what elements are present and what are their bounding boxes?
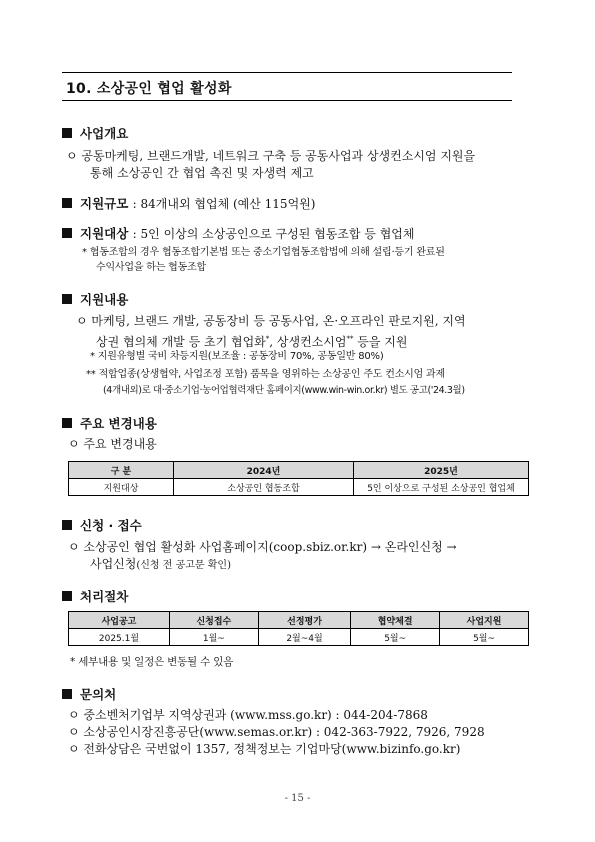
- overview-line-2: 통해 소상공인 간 협업 촉진 및 자생력 제고: [90, 166, 314, 180]
- section-heading: 처리절차: [80, 589, 129, 604]
- content-line-2b: , 상생컨소시엄: [269, 335, 347, 349]
- title-top-rule: [62, 72, 512, 73]
- content-note-3: (4개내외)로 대·중소기업·농어업협력재단 홈페이지(www.win-win.or.kr) 별도 공고('24.3월): [103, 385, 465, 396]
- table-row: [69, 629, 529, 646]
- section-heading: 지원대상: [80, 226, 129, 241]
- square-bullet-icon: [62, 228, 72, 238]
- table-cell: 지원대상: [69, 479, 174, 496]
- target-note-2: 수익사업을 하는 협동조합: [96, 262, 207, 273]
- table-header-cell: 선정평가: [258, 612, 350, 629]
- section-scale: [62, 194, 315, 212]
- section-overview: [62, 124, 128, 142]
- apply-line-2a: 사업신청: [90, 557, 137, 571]
- table-header-row: [69, 612, 529, 629]
- table-cell: 2월~4월: [258, 629, 350, 646]
- page-title: 10. 소상공인 협업 활성화: [66, 81, 232, 97]
- table-header-cell: 2025년: [354, 462, 529, 479]
- changes-sub: ㅇ 주요 변경내용: [68, 437, 157, 451]
- section-heading: 지원규모: [80, 196, 129, 211]
- apply-line-2b: (신청 전 공고문 확인): [136, 560, 231, 571]
- square-bullet-icon: [62, 294, 72, 304]
- square-bullet-icon: [62, 128, 72, 138]
- table-header-cell: 협약체결: [351, 612, 440, 629]
- section-content: [62, 290, 128, 308]
- apply-line-2: [90, 556, 231, 574]
- section-heading: 신청 · 접수: [80, 518, 142, 533]
- section-heading: 지원내용: [80, 292, 129, 307]
- target-note-1: * 협동조합의 경우 협동조합기본법 또는 중소기업협동조합법에 의해 설립·등기 완료된: [82, 247, 445, 258]
- target-text: : 5인 이상의 소상공인으로 구성된 협동조합 등 협업체: [132, 227, 415, 241]
- square-bullet-icon: [62, 418, 72, 428]
- process-note: * 세부내용 및 일정은 변동될 수 있음: [70, 656, 234, 668]
- table-cell: 1월~: [169, 629, 258, 646]
- scale-text: : 84개내외 협업체 (예산 115억원): [132, 197, 316, 211]
- section-heading: 문의처: [80, 687, 117, 702]
- table-cell: 5인 이상으로 구성된 소상공인 협업체: [354, 479, 529, 496]
- process-table: [68, 611, 529, 646]
- contact-line-2: ㅇ 소상공인시장진흥공단(www.semas.or.kr) : 042-363-7922, 7926, 7928: [68, 725, 485, 739]
- content-note-1: * 지원유형별 국비 차등지원(보조율 : 공동장비 70%, 공동일반 80%): [90, 351, 384, 362]
- title-bottom-rule: [62, 100, 512, 101]
- page-number: - 15 -: [284, 793, 311, 804]
- changes-table: [68, 461, 529, 496]
- section-contact: [62, 685, 116, 703]
- square-bullet-icon: [62, 520, 72, 530]
- contact-line-3: ㅇ 전화상담은 국번없이 1357, 정책정보는 기업마당(www.bizinfo.go.kr): [68, 742, 461, 756]
- section-target: [62, 224, 415, 242]
- footnote-mark: *: [265, 335, 270, 343]
- table-header-cell: 신청접수: [169, 612, 258, 629]
- table-header-cell: 사업지원: [440, 612, 529, 629]
- footnote-mark: **: [346, 335, 354, 343]
- section-changes: [62, 414, 157, 432]
- section-heading: 주요 변경내용: [80, 416, 157, 431]
- table-row: [69, 479, 529, 496]
- table-cell: 5월~: [440, 629, 529, 646]
- overview-line-1: ㅇ 공동마케팅, 브랜드개발, 네트워크 구축 등 공동사업과 상생컨소시엄 지원을: [66, 149, 476, 163]
- content-line-2: [96, 331, 407, 350]
- table-cell: 5월~: [351, 629, 440, 646]
- square-bullet-icon: [62, 591, 72, 601]
- table-header-row: [69, 462, 529, 479]
- contact-line-1: ㅇ 중소벤처기업부 지역상권과 (www.mss.go.kr) : 044-204-7868: [68, 708, 428, 722]
- table-header-cell: 구 분: [69, 462, 174, 479]
- table-header-cell: 2024년: [174, 462, 354, 479]
- section-apply: [62, 516, 142, 534]
- square-bullet-icon: [62, 689, 72, 699]
- table-cell: 소상공인 협동조합: [174, 479, 354, 496]
- square-bullet-icon: [62, 198, 72, 208]
- table-header-cell: 사업공고: [69, 612, 170, 629]
- content-line-2c: 등을 지원: [353, 335, 408, 349]
- content-line-1: ㅇ 마케팅, 브랜드 개발, 공동장비 등 공동사업, 온·오프라인 판로지원, 지역: [76, 314, 466, 328]
- section-heading: 사업개요: [80, 126, 129, 141]
- content-line-2a: 상권 협의체 개발 등 초기 협업화: [96, 335, 266, 349]
- section-process: [62, 587, 128, 605]
- table-cell: 2025.1월: [69, 629, 170, 646]
- content-note-2: ** 적합업종(상생협약, 사업조정 포함) 품목을 영위하는 소상공인 주도 컨소시엄 과제: [86, 369, 445, 380]
- apply-line-1: ㅇ 소상공인 협업 활성화 사업홈페이지(coop.sbiz.or.kr) → 온라인신청 →: [68, 540, 457, 554]
